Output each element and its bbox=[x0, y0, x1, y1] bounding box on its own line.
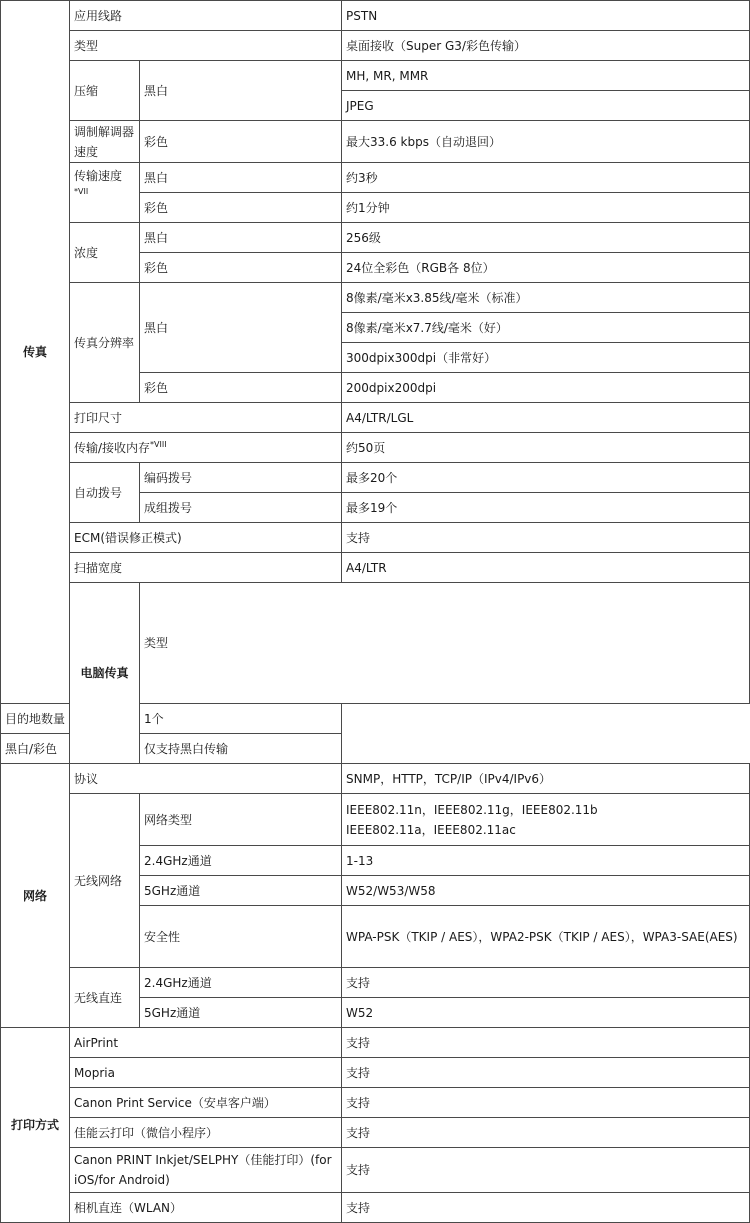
fax-print-size-row bbox=[1, 403, 750, 433]
fax-autodial-coded-value: 最多20个 bbox=[342, 463, 750, 493]
fax-compress-value-1: MH, MR, MMR bbox=[342, 61, 750, 91]
fax-resolution-bw-value-1: 8像素/毫米x3.85线/毫米（标准） bbox=[342, 283, 750, 313]
fax-speed-sup: *VII bbox=[74, 187, 89, 196]
network-wireless-type-row bbox=[1, 794, 750, 846]
network-wireless-type-value-1: IEEE802.11n，IEEE802.11g，IEEE802.11b bbox=[346, 802, 598, 817]
print-label: Canon PRINT Inkjet/SELPHY（佳能打印）(for iOS/for Android) bbox=[70, 1148, 342, 1193]
network-protocol-value: SNMP，HTTP，TCP/IP（IPv4/IPv6） bbox=[342, 764, 750, 794]
network-wireless-type-value-cell bbox=[342, 794, 750, 846]
network-wireless-security-label: 安全性 bbox=[140, 906, 342, 968]
fax-autodial-row bbox=[1, 463, 750, 493]
fax-resolution-bw-value-2: 8像素/毫米x7.7线/毫米（好） bbox=[342, 313, 750, 343]
section-network: 网络 bbox=[1, 764, 70, 1028]
fax-density-color-label: 彩色 bbox=[140, 253, 342, 283]
fax-line-row bbox=[1, 1, 750, 31]
fax-compress-value-2: JPEG bbox=[342, 91, 750, 121]
fax-line-value: PSTN bbox=[342, 1, 750, 31]
fax-print-size-value: A4/LTR/LGL bbox=[342, 403, 750, 433]
fax-ecm-label: ECM(错误修正模式) bbox=[70, 523, 342, 553]
fax-density-bw-label: 黑白 bbox=[140, 223, 342, 253]
network-wireless-ch5-label: 5GHz通道 bbox=[140, 876, 342, 906]
print-label: AirPrint bbox=[70, 1028, 342, 1058]
pcfax-value: 仅支持黑白传输 bbox=[140, 734, 342, 764]
fax-autodial-group-label: 成组拨号 bbox=[140, 493, 342, 523]
network-direct-label: 无线直连 bbox=[70, 968, 140, 1028]
fax-speed-label-cell bbox=[70, 163, 140, 223]
fax-speed-label: 传输速度 bbox=[74, 169, 123, 183]
fax-type-row bbox=[1, 31, 750, 61]
print-value: 支持 bbox=[342, 1028, 750, 1058]
fax-modem-row bbox=[1, 121, 750, 163]
print-label: Mopria bbox=[70, 1058, 342, 1088]
print-value: 支持 bbox=[342, 1118, 750, 1148]
fax-resolution-bw-label: 黑白 bbox=[140, 283, 342, 373]
fax-modem-sub: 彩色 bbox=[140, 121, 342, 163]
fax-modem-label: 调制解调器速度 bbox=[70, 121, 140, 163]
fax-resolution-color-label: 彩色 bbox=[140, 373, 342, 403]
print-label: 相机直连（WLAN） bbox=[70, 1193, 342, 1223]
fax-memory-label: 传输/接收内存 bbox=[74, 440, 151, 455]
fax-print-size-label: 打印尺寸 bbox=[70, 403, 342, 433]
fax-autodial-label: 自动拨号 bbox=[70, 463, 140, 523]
pcfax-label: 目的地数量 bbox=[1, 704, 140, 734]
pcfax-value: 1个 bbox=[140, 704, 342, 734]
network-wireless-ch24-label: 2.4GHz通道 bbox=[140, 846, 342, 876]
fax-ecm-value: 支持 bbox=[342, 523, 750, 553]
network-direct-ch24-label: 2.4GHz通道 bbox=[140, 968, 342, 998]
fax-speed-bw-value: 约3秒 bbox=[342, 163, 750, 193]
print-value: 支持 bbox=[342, 1088, 750, 1118]
network-wireless-ch5-value: W52/W53/W58 bbox=[342, 876, 750, 906]
fax-autodial-coded-label: 编码拨号 bbox=[140, 463, 342, 493]
network-protocol-label: 协议 bbox=[70, 764, 342, 794]
network-wireless-ch24-value: 1-13 bbox=[342, 846, 750, 876]
fax-scan-width-label: 扫描宽度 bbox=[70, 553, 342, 583]
fax-speed-color-label: 彩色 bbox=[140, 193, 342, 223]
fax-density-bw-value: 256级 bbox=[342, 223, 750, 253]
print-row bbox=[1, 1028, 750, 1058]
network-protocol-row bbox=[1, 764, 750, 794]
fax-speed-row bbox=[1, 163, 750, 193]
fax-density-label: 浓度 bbox=[70, 223, 140, 283]
section-fax: 传真 bbox=[1, 1, 70, 704]
pcfax-row bbox=[1, 734, 750, 764]
fax-speed-bw-label: 黑白 bbox=[140, 163, 342, 193]
print-row bbox=[1, 1148, 750, 1193]
fax-modem-value: 最大33.6 kbps（自动退回） bbox=[342, 121, 750, 163]
print-label: Canon Print Service（安卓客户端） bbox=[70, 1088, 342, 1118]
network-direct-ch24-value: 支持 bbox=[342, 968, 750, 998]
pcfax-label: 黑白/彩色 bbox=[1, 734, 140, 764]
fax-scan-width-value: A4/LTR bbox=[342, 553, 750, 583]
fax-type-value: 桌面接收（Super G3/彩色传输） bbox=[342, 31, 750, 61]
network-wireless-label: 无线网络 bbox=[70, 794, 140, 968]
fax-resolution-row bbox=[1, 283, 750, 313]
print-value: 支持 bbox=[342, 1058, 750, 1088]
fax-memory-row bbox=[1, 433, 750, 463]
print-row bbox=[1, 1118, 750, 1148]
fax-memory-sup: *VIII bbox=[150, 439, 167, 449]
section-print: 打印方式 bbox=[1, 1028, 70, 1223]
print-row bbox=[1, 1088, 750, 1118]
network-direct-ch24-row bbox=[1, 968, 750, 998]
fax-density-row bbox=[1, 223, 750, 253]
network-wireless-type-label: 网络类型 bbox=[140, 794, 342, 846]
network-direct-ch5-label: 5GHz通道 bbox=[140, 998, 342, 1028]
print-value: 支持 bbox=[342, 1193, 750, 1223]
section-pcfax: 电脑传真 bbox=[70, 583, 140, 764]
fax-density-color-value: 24位全彩色（RGB各 8位） bbox=[342, 253, 750, 283]
pcfax-row bbox=[1, 583, 750, 704]
print-value: 支持 bbox=[342, 1148, 750, 1193]
print-label: 佳能云打印（微信小程序） bbox=[70, 1118, 342, 1148]
fax-speed-color-value: 约1分钟 bbox=[342, 193, 750, 223]
fax-line-label: 应用线路 bbox=[70, 1, 342, 31]
network-direct-ch5-value: W52 bbox=[342, 998, 750, 1028]
print-row bbox=[1, 1193, 750, 1223]
network-wireless-type-value-2: IEEE802.11a，IEEE802.11ac bbox=[346, 822, 516, 837]
fax-type-label: 类型 bbox=[70, 31, 342, 61]
fax-resolution-color-value: 200dpix200dpi bbox=[342, 373, 750, 403]
print-row bbox=[1, 1058, 750, 1088]
fax-compress-sub: 黑白 bbox=[140, 61, 342, 121]
fax-resolution-label: 传真分辨率 bbox=[70, 283, 140, 403]
fax-ecm-row bbox=[1, 523, 750, 553]
fax-scan-width-row bbox=[1, 553, 750, 583]
network-wireless-security-value: WPA-PSK（TKIP / AES），WPA2-PSK（TKIP / AES），WPA3-SAE(AES) bbox=[342, 906, 750, 968]
fax-compress-label: 压缩 bbox=[70, 61, 140, 121]
pcfax-label: 类型 bbox=[140, 583, 750, 704]
fax-memory-label-cell bbox=[70, 433, 342, 463]
fax-memory-value: 约50页 bbox=[342, 433, 750, 463]
fax-autodial-group-value: 最多19个 bbox=[342, 493, 750, 523]
pcfax-row bbox=[1, 704, 750, 734]
fax-compress-row bbox=[1, 61, 750, 91]
fax-resolution-bw-value-3: 300dpix300dpi（非常好） bbox=[342, 343, 750, 373]
